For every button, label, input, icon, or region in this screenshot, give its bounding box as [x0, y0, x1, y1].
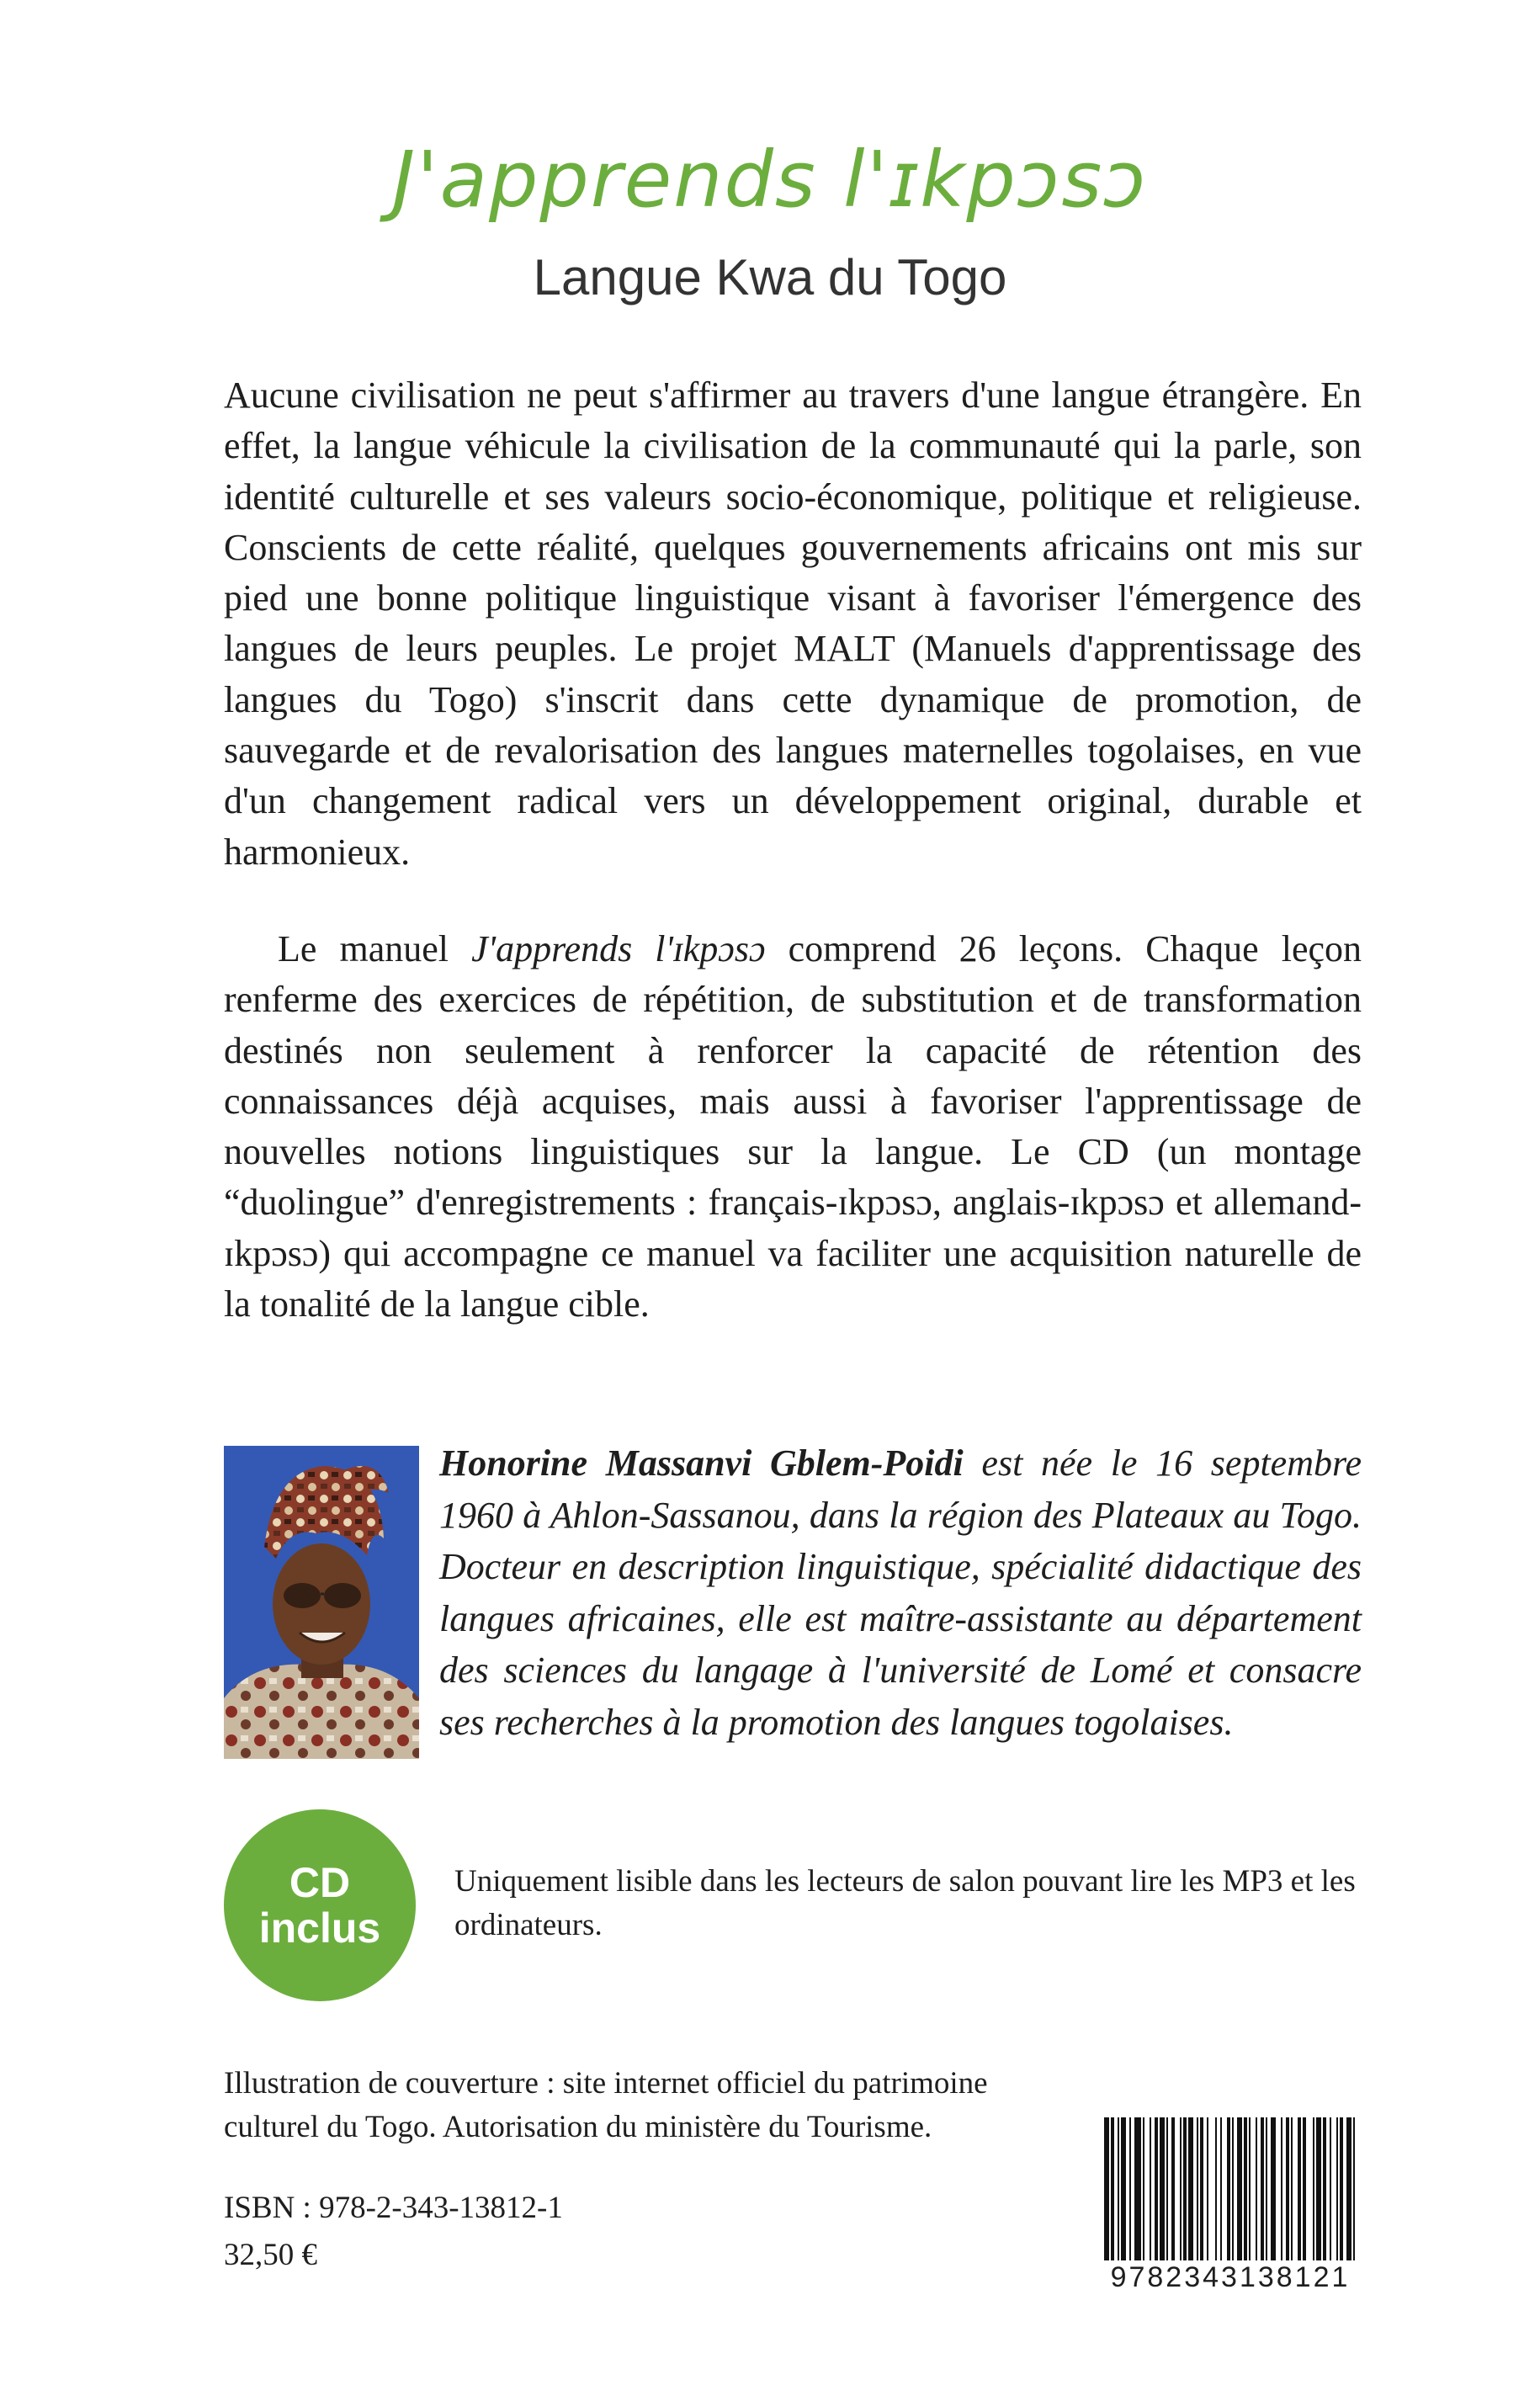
paragraph-2-rest: comprend 26 leçons. Chaque leçon renferme des exercices de répétition, de substitution et de transformation destinés non seulement à renforcer la capacité de rétention des connaissances déjà acquises, mais aussi à favoriser l'apprentissage de nouvelles notions linguistiques sur la langue. Le CD (un montage “duolingue” d'enregistrements : français-ɪkpɔsɔ, anglais-ɪkpɔsɔ et allemand-ɪkpɔsɔ) qui accompagne ce manuel va faciliter une acquisition naturelle de la tonalité de la langue cible.	[224, 928, 1362, 1325]
barcode-bar	[1215, 2117, 1217, 2267]
barcode-bar	[1104, 2117, 1109, 2267]
barcode-bar	[1249, 2117, 1251, 2267]
barcode-bar	[1207, 2117, 1208, 2267]
barcode-bar	[1155, 2117, 1158, 2267]
author-photo	[224, 1446, 419, 1759]
barcode-bar	[1244, 2117, 1247, 2267]
barcode-bar	[1200, 2117, 1203, 2267]
barcode-bar	[1346, 2117, 1351, 2267]
barcode-bar	[1266, 2117, 1267, 2267]
barcode-bar	[1303, 2117, 1306, 2267]
cd-badge-line-2: inclus	[258, 1904, 381, 1952]
description-paragraph-2	[224, 924, 1362, 1330]
author-biography	[439, 1437, 1362, 1749]
barcode-bar	[1340, 2117, 1343, 2267]
price: 32,50 €	[224, 2238, 317, 2272]
description-paragraph-1: Aucune civilisation ne peut s'affirmer au travers d'une langue étrangère. En effet, la langue véhicule la civilisation de la communauté qui la parle, son identité culturelle et ses valeurs socio-économique, politique et religieuse. Conscients de cette réalité, quelques gouvernements africains ont mis sur pied une bonne politique linguistique visant à favoriser l'émergence des langues de leurs peuples. Le projet MALT (Manuels d'apprentissage des langues du Togo) s'inscrit dans cette dynamique de promotion, de sauvegarde et de revalorisation des langues maternelles togolaises, en vue d'un changement radical vers un développement original, durable et harmonieux.	[224, 374, 1362, 873]
barcode-bar	[1291, 2117, 1293, 2267]
barcode-bar	[1330, 2117, 1331, 2267]
barcode-bar	[1150, 2117, 1151, 2267]
barcode-bar	[1166, 2117, 1168, 2267]
barcode-bar	[1271, 2117, 1276, 2267]
barcode-bar	[1111, 2117, 1114, 2267]
author-name: Honorine Massanvi Gblem-Poidi	[439, 1442, 964, 1484]
cover-illustration-credit: Illustration de couverture : site internet officiel du patrimoine culturel du Togo. Autorisation du ministère du Tourisme.	[224, 2066, 988, 2144]
author-bio-text: est née le 16 septembre 1960 à Ahlon-Sassanou, dans la région des Plateaux au Togo. Docteur en description linguistique, spécialité didactique des langues africaines, elle est maître-assistante au département des sciences du langage à l'université de Lomé et consacre ses recherches à la promotion des langues togolaises.	[439, 1442, 1362, 1743]
barcode-bar	[1227, 2117, 1230, 2267]
barcode-bar	[1183, 2117, 1187, 2267]
barcode-bar	[1336, 2117, 1338, 2267]
barcode-bar	[1143, 2117, 1144, 2267]
isbn: ISBN : 978-2-343-13812-1	[224, 2191, 563, 2225]
barcode-bar	[1261, 2117, 1264, 2267]
barcode-bar	[1232, 2117, 1234, 2267]
cd-compatibility-note: Uniquement lisible dans les lecteurs de salon pouvant lire les MP3 et les ordinateurs.	[454, 1864, 1356, 1942]
barcode-bar	[1313, 2117, 1314, 2267]
barcode-bar	[1316, 2117, 1321, 2267]
barcode-bar	[1298, 2117, 1301, 2267]
barcode-bar	[1256, 2117, 1257, 2267]
barcode-bar	[1129, 2117, 1131, 2267]
barcode-bar	[1323, 2117, 1326, 2267]
barcode-bar	[1121, 2117, 1126, 2267]
cd-badge-line-1: CD	[289, 1859, 351, 1906]
barcode-bar	[1220, 2117, 1222, 2267]
isbn-barcode	[1099, 2114, 1362, 2303]
book-subtitle: Langue Kwa du Togo	[533, 249, 1007, 305]
barcode-bar	[1134, 2117, 1141, 2267]
barcode-bar	[1171, 2117, 1175, 2267]
paragraph-2-lead: Le manuel	[278, 928, 472, 969]
book-title: J'apprends l'ɪkpɔsɔ	[392, 135, 1148, 225]
barcode-bar	[1160, 2117, 1165, 2267]
barcode-digits: 9782343138121	[1099, 2260, 1362, 2294]
barcode-bar	[1197, 2117, 1198, 2267]
paragraph-2-book-title: J'apprends l'ɪkpɔsɔ	[471, 928, 766, 969]
author-portrait-image	[224, 1446, 419, 1759]
barcode-bar	[1281, 2117, 1282, 2267]
barcode-bar	[1180, 2117, 1182, 2267]
barcode-bar	[1188, 2117, 1193, 2267]
barcode-bar	[1353, 2117, 1355, 2267]
cd-included-badge	[224, 1809, 416, 2001]
barcode-bar	[1286, 2117, 1289, 2267]
barcode-bar	[1237, 2117, 1242, 2267]
barcode-bar	[1118, 2117, 1119, 2267]
